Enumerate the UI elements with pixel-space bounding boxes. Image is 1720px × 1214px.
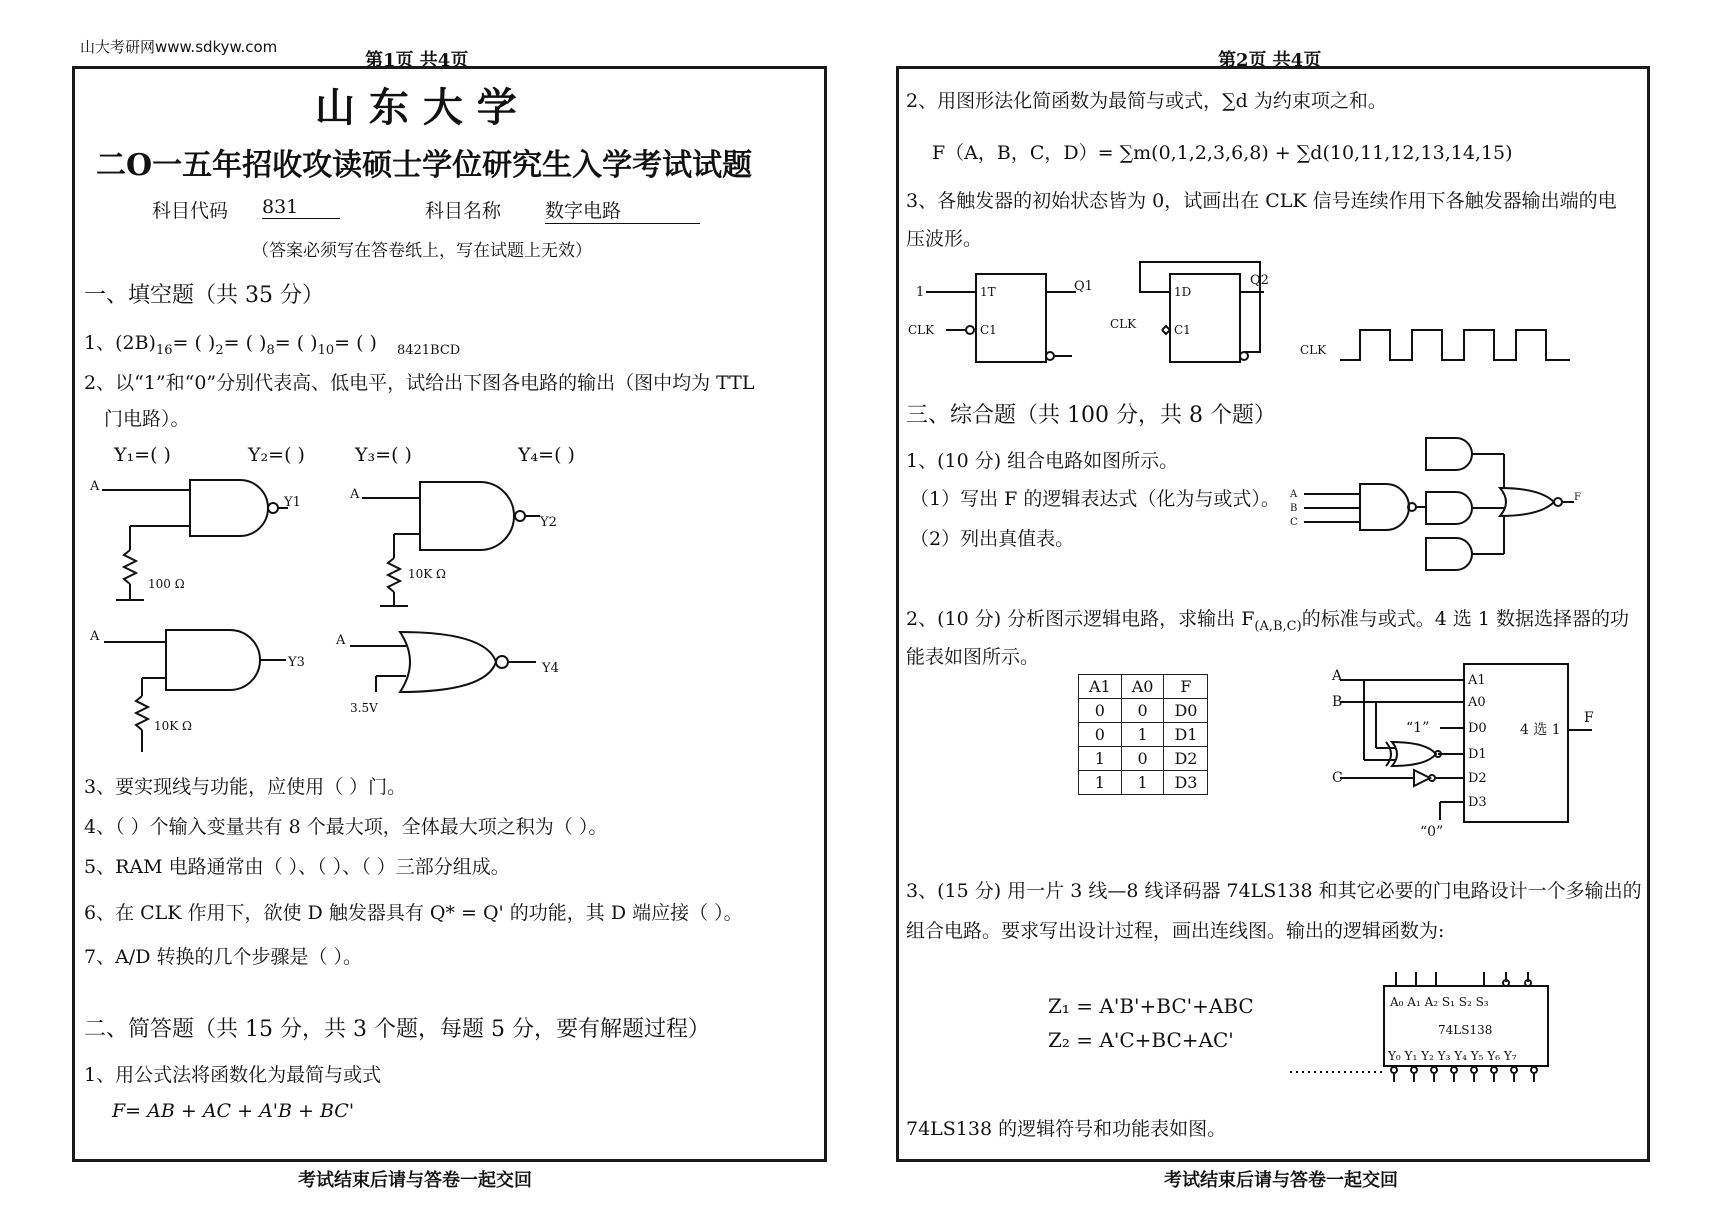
c3-and-gate — [166, 630, 260, 690]
q3-3-cont: 组合电路。要求写出设计过程，画出连线图。输出的逻辑函数为: — [906, 920, 1445, 942]
section3-title: 三、综合题（共 100 分，共 8 个题） — [906, 403, 1276, 428]
combo-and2-gate — [1426, 492, 1472, 524]
q1-1-eq3: = ( ) — [274, 332, 318, 354]
ff1-diagram — [906, 262, 1096, 372]
decoder-out-bubble — [1511, 1067, 1517, 1073]
c4-bubble — [496, 656, 508, 668]
mux-pin-d0: D0 — [1468, 721, 1487, 736]
c3-out-label: Y3 — [288, 655, 305, 670]
c1-bubble — [268, 503, 278, 513]
decoder-out-bubble — [1451, 1067, 1457, 1073]
ff1-c-label: C1 — [980, 323, 997, 337]
mux-pin-a1: A1 — [1468, 673, 1486, 688]
c2-r-label: 10K Ω — [408, 567, 446, 581]
c2-in-label: A — [350, 487, 360, 502]
mux-header-a1: A1 — [1079, 675, 1122, 699]
decoder-74ls138 — [1370, 968, 1570, 1098]
q1-2-cont: 门电路）。 — [104, 408, 190, 430]
q1-1-bcd: 8421BCD — [396, 342, 461, 358]
combo-nor-gate — [1500, 488, 1554, 516]
q1-3: 3、要实现线与功能，应使用（ ）门。 — [84, 776, 407, 798]
mux-header-f: F — [1164, 675, 1208, 699]
section1-title: 一、填空题（共 35 分） — [84, 283, 324, 308]
mux-b-label: B — [1332, 694, 1343, 710]
q1-1-sub8: 8 — [266, 342, 275, 358]
mux-cell: D3 — [1164, 771, 1208, 795]
answer-notice: （答案必须写在答卷纸上，写在试题上无效） — [252, 241, 592, 261]
university-name: 山 东 大 学 — [315, 84, 517, 131]
c2-bubble — [515, 511, 525, 521]
decoder-bottom-labels: Y₀ Y₁ Y₂ Y₃ Y₄ Y₅ Y₆ Y₇ — [1388, 1049, 1517, 1063]
q2-1: 1、用公式法将函数化为最简与或式 — [84, 1064, 382, 1086]
combo-and3-gate — [1426, 538, 1472, 570]
decoder-out-bubble — [1531, 1067, 1537, 1073]
decoder-pin-s3-bubble — [1525, 980, 1531, 986]
c3-r-label: 10K Ω — [154, 719, 192, 733]
exam-title: 二O一五年招收攻读硕士学位研究生入学考试试题 — [96, 148, 753, 183]
combo-nand-gate — [1360, 484, 1409, 530]
y1-answer: Y₁=( ) — [114, 444, 171, 466]
c2-resistor — [388, 558, 400, 592]
ff2-qn-bubble — [1240, 352, 1248, 360]
y3-answer: Y₃=( ) — [355, 444, 412, 466]
mux-cell: D0 — [1164, 699, 1208, 723]
q1-1 — [84, 328, 460, 358]
decoder-out-bubble — [1411, 1067, 1417, 1073]
ff1-in-label: 1 — [916, 285, 925, 300]
mux-cell: 1 — [1079, 771, 1122, 795]
c4-nor-gate — [400, 632, 496, 692]
mux-cell: 1 — [1121, 771, 1164, 795]
c3-resistor — [136, 696, 148, 730]
c1-in-label: A — [90, 479, 100, 494]
q1-1-eq4: = ( ) — [334, 332, 377, 354]
section2-title: 二、简答题（共 15 分，共 3 个题，每题 5 分，要有解题过程） — [84, 1017, 710, 1042]
subject-name-label: 科目名称 — [425, 200, 502, 222]
q3-2 — [906, 604, 1629, 634]
mux-header-a0: A0 — [1121, 675, 1164, 699]
y2-answer: Y₂=( ) — [248, 444, 305, 466]
decoder-out-bubble — [1491, 1067, 1497, 1073]
mux-cell: 1 — [1121, 723, 1164, 747]
combo-f-label: F — [1574, 492, 1581, 503]
z2-function: Z₂ = A'C+BC+AC' — [1048, 1028, 1234, 1052]
mux-function-table — [1078, 674, 1208, 795]
q2-1-formula: F= AB + AC + A'B + BC' — [112, 1100, 355, 1122]
ff2-clk-label: CLK — [1110, 317, 1137, 331]
subject-code-label: 科目代码 — [152, 200, 229, 222]
q1-2: 2、以“1”和“0”分别代表高、低电平，试给出下图各电路的输出（图中均为 TTL — [84, 372, 755, 394]
q1-4: 4、（ ）个输入变量共有 8 个最大项，全体最大项之积为（ ）。 — [84, 816, 608, 838]
circuit-4 — [336, 630, 576, 720]
mux-cell: 0 — [1121, 747, 1164, 771]
circuit-2 — [350, 478, 570, 618]
subject-code: 831 — [262, 196, 340, 219]
ff2-q-label: Q2 — [1250, 273, 1269, 288]
mux-table-row — [1079, 771, 1208, 795]
mux-table-row — [1079, 723, 1208, 747]
combo-circuit — [1290, 430, 1590, 580]
q3-1: 1、(10 分) 组合电路如图所示。 — [906, 450, 1179, 472]
q3-1a: （1）写出 F 的逻辑表达式（化为与或式）。 — [910, 488, 1280, 510]
q3-2-sub: (A,B,C) — [1254, 618, 1302, 634]
subject-name: 数字电路 — [545, 196, 700, 224]
ff2-clk-arrow — [1162, 326, 1170, 334]
mux-one-label: “1” — [1406, 720, 1430, 736]
page2-footer: 考试结束后请与答卷一起交回 — [1164, 1170, 1398, 1191]
page2-number: 第2页 共4页 — [1218, 50, 1322, 71]
mux-xnor-gate — [1392, 742, 1436, 766]
q1-1-eq2: = ( ) — [223, 332, 267, 354]
decoder-name: 74LS138 — [1438, 1023, 1493, 1037]
mux-cell: D1 — [1164, 723, 1208, 747]
mux-f-label: F — [1584, 710, 1594, 726]
combo-b-label: B — [1290, 503, 1298, 514]
c4-out-label: Y4 — [542, 661, 559, 676]
mux-cell: 0 — [1079, 723, 1122, 747]
ff1-t-label: 1T — [980, 285, 996, 299]
c4-v-label: 3.5V — [350, 701, 378, 715]
q3-2-rest: 的标准与或式。4 选 1 数据选择器的功 — [1301, 608, 1629, 630]
mux-table-row — [1079, 747, 1208, 771]
q1-1-sub10: 10 — [317, 342, 335, 358]
ff2-c-label: C1 — [1174, 323, 1191, 337]
circuit-1 — [80, 470, 310, 610]
combo-and1-gate — [1426, 438, 1472, 470]
decoder-out-bubble — [1391, 1067, 1397, 1073]
ff1-clk-bubble — [966, 326, 974, 334]
combo-a-label: A — [1290, 489, 1298, 500]
q1-1-sub2: 2 — [215, 342, 224, 358]
ff1-q-label: Q1 — [1074, 279, 1093, 294]
mux-xnor-arc — [1386, 742, 1391, 766]
z1-function: Z₁ = A'B'+BC'+ABC — [1048, 994, 1254, 1018]
q2-3-cont: 压波形。 — [906, 228, 983, 250]
mux-cell: 0 — [1079, 699, 1122, 723]
mux-a-label: A — [1332, 668, 1343, 684]
mux-zero-label: “0” — [1420, 824, 1444, 840]
y4-answer: Y₄=( ) — [518, 444, 575, 466]
decoder-out-bubble — [1471, 1067, 1477, 1073]
q2-2: 2、用图形法化简函数为最简与或式，∑d 为约束项之和。 — [906, 90, 1387, 112]
q3-2-prefix: 2、(10 分) 分析图示逻辑电路，求输出 F — [906, 608, 1255, 630]
mux-cell: D2 — [1164, 747, 1208, 771]
page1-number: 第1页 共4页 — [365, 50, 469, 71]
q1-5: 5、RAM 电路通常由（ ）、（ ）、（ ）三部分组成。 — [84, 856, 510, 878]
mux-name-label: 4 选 1 — [1520, 722, 1561, 738]
mux-not-gate — [1414, 770, 1430, 786]
ff2-d-label: 1D — [1174, 285, 1192, 299]
page1-footer: 考试结束后请与答卷一起交回 — [298, 1170, 532, 1191]
mux-table-header — [1079, 675, 1208, 699]
c1-resistor — [124, 550, 136, 584]
q1-7: 7、A/D 转换的几个步骤是（ ）。 — [84, 946, 363, 968]
mux-c-label: C — [1332, 770, 1343, 786]
ff2-diagram — [1100, 262, 1270, 372]
decoder-out-bubble — [1431, 1067, 1437, 1073]
mux-pin-d2: D2 — [1468, 771, 1487, 786]
mux-pin-d1: D1 — [1468, 747, 1487, 762]
ff2-feedback-wire — [1140, 262, 1260, 352]
q1-1-eq1: = ( ) — [172, 332, 216, 354]
c1-nand-gate — [190, 480, 268, 536]
c2-nand-gate — [420, 482, 514, 550]
mux-cell: 1 — [1079, 747, 1122, 771]
decoder-top-labels: A₀ A₁ A₂ S₁ S₂ S₃ — [1390, 995, 1489, 1009]
c2-out-label: Y2 — [540, 515, 557, 530]
clk-wave-label: CLK — [1300, 343, 1327, 357]
c1-out-label: Y1 — [284, 495, 301, 510]
ff1-qn-bubble — [1046, 352, 1054, 360]
q1-1-sub16: 16 — [155, 342, 173, 358]
clk-wave-line — [1340, 330, 1570, 360]
mux-circuit — [1330, 660, 1600, 840]
q1-6: 6、在 CLK 作用下，欲使 D 触发器具有 Q* = Q' 的功能，其 D 端应接（ ）。 — [84, 902, 743, 924]
clk-waveform — [1300, 320, 1600, 370]
q3-3: 3、(15 分) 用一片 3 线—8 线译码器 74LS138 和其它必要的门电路设计一个多输出的 — [906, 880, 1642, 902]
q2-2-formula: F（A，B，C，D）= ∑m(0,1,2,3,6,8) + ∑d(10,11,12,13,14,15) — [932, 142, 1513, 164]
mux-cell: 0 — [1121, 699, 1164, 723]
c1-r-label: 100 Ω — [148, 577, 185, 591]
mux-pin-d3: D3 — [1468, 795, 1487, 810]
decoder-pin-s2-bubble — [1503, 980, 1509, 986]
c4-in-label: A — [336, 633, 346, 648]
q2-3: 3、各触发器的初始状态皆为 0，试画出在 CLK 信号连续作用下各触发器输出端的电 — [906, 190, 1617, 212]
q3-1b: （2）列出真值表。 — [910, 528, 1075, 550]
site-watermark: 山大考研网www.sdkyw.com — [80, 38, 278, 56]
c3-in-label: A — [90, 629, 100, 644]
combo-c-label: C — [1290, 517, 1298, 528]
mux-pin-a0: A0 — [1468, 695, 1486, 710]
q1-1-prefix: 1、(2B) — [84, 332, 156, 354]
ff1-clk-label: CLK — [908, 323, 935, 337]
mux-table-row — [1079, 699, 1208, 723]
circuit-3 — [90, 626, 320, 756]
q3-3c: 74LS138 的逻辑符号和功能表如图。 — [906, 1118, 1227, 1140]
q3-2-cont: 能表如图所示。 — [906, 646, 1040, 668]
